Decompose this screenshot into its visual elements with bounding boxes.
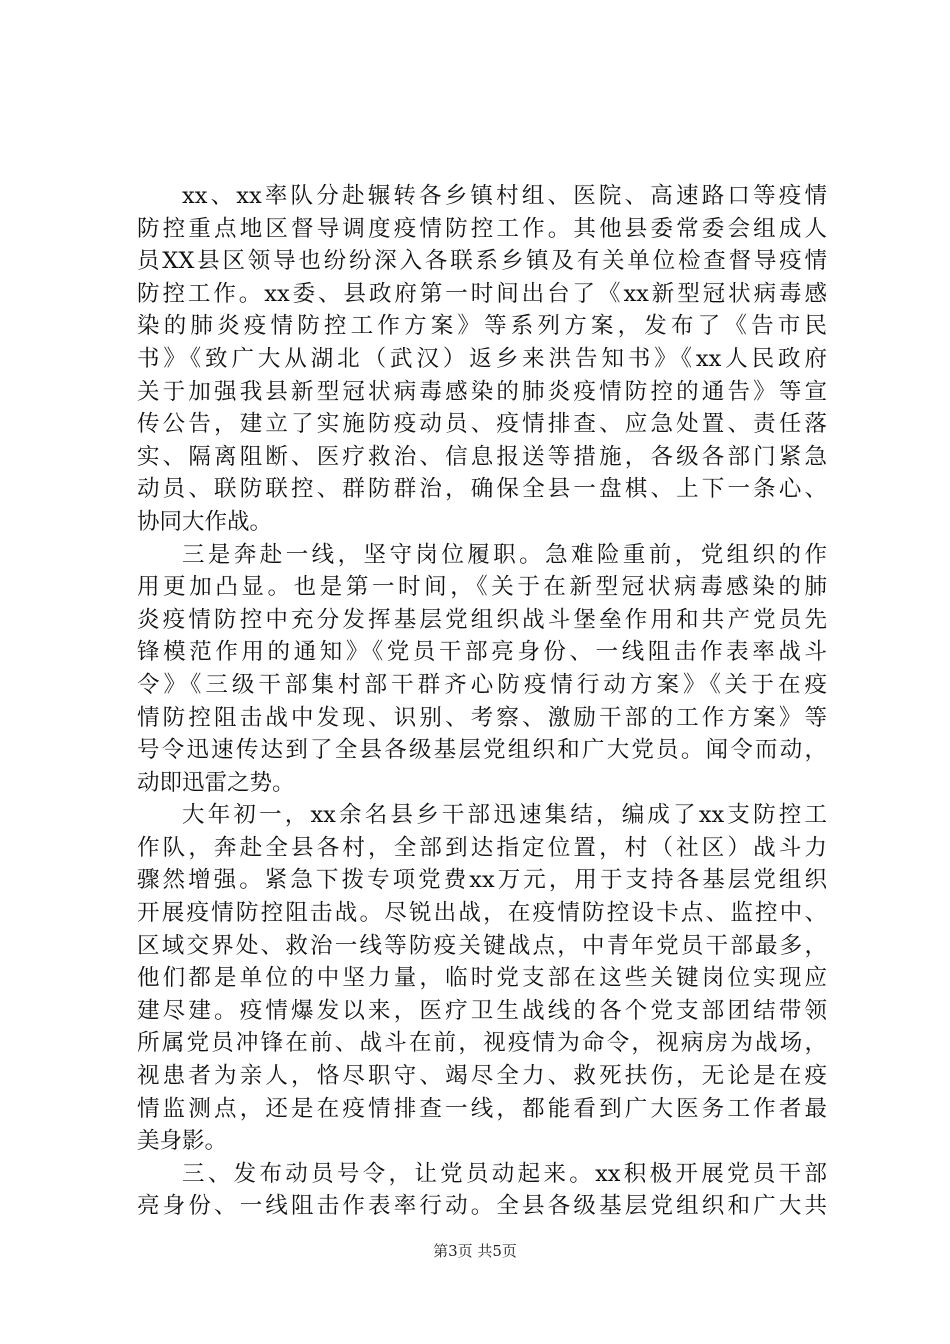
text-line: 开展疫情防控阻击战。尽锐出战，在疫情防控设卡点、监控中、 <box>137 900 827 927</box>
text-line: 区域交界处、救治一线等防疫关键战点，中青年党员干部最多， <box>137 932 827 959</box>
text-line: 大年初一，xx余名县乡干部迅速集结，编成了xx支防控工 <box>182 802 827 829</box>
text-line: 他们都是单位的中坚力量，临时党支部在这些关键岗位实现应 <box>137 965 827 992</box>
text-line: 情监测点，还是在疫情排查一线，都能看到广大医务工作者最 <box>137 1095 827 1122</box>
text-line: 书》《致广大从湖北（武汉）返乡来洪告知书》《xx人民政府 <box>137 345 827 372</box>
text-line: 防控重点地区督导调度疫情防控工作。其他县委常委会组成人 <box>137 215 827 242</box>
text-line: 亮身份、一线阻击作表率行动。全县各级基层党组织和广大共 <box>137 1193 827 1220</box>
text-line: 建尽建。疫情爆发以来，医疗卫生战线的各个党支部团结带领 <box>137 997 827 1024</box>
text-line: 动即迅雷之势。 <box>137 769 295 796</box>
text-line: 所属党员冲锋在前、战斗在前，视疫情为命令，视病房为战场， <box>137 1030 827 1057</box>
text-line: 情防控阻击战中发现、识别、考察、激励干部的工作方案》等 <box>137 704 827 731</box>
text-line: 员XX县区领导也纷纷深入各联系乡镇及有关单位检查督导疫情 <box>137 248 827 275</box>
text-line: 防控工作。xx委、县政府第一时间出台了《xx新型冠状病毒感 <box>137 280 827 307</box>
text-line: 染的肺炎疫情防控工作方案》等系列方案，发布了《告市民 <box>137 313 827 340</box>
text-line: xx、xx率队分赴辗转各乡镇村组、医院、高速路口等疫情 <box>182 183 827 209</box>
text-line: 关于加强我县新型冠状病毒感染的肺炎疫情防控的通告》等宣 <box>137 378 827 405</box>
text-line: 令》《三级干部集村部干群齐心防疫情行动方案》《关于在疫 <box>137 671 827 698</box>
text-line: 号令迅速传达到了全县各级基层党组织和广大党员。闻令而动， <box>137 737 827 764</box>
text-line: 实、隔离阻断、医疗救治、信息报送等措施，各级各部门紧急 <box>137 443 827 470</box>
text-line: 动员、联防联控、群防群治，确保全县一盘棋、上下一条心、 <box>137 476 827 503</box>
text-line: 炎疫情防控中充分发挥基层党组织战斗堡垒作用和共产党员先 <box>137 606 827 633</box>
text-line: 作队，奔赴全县各村，全部到达指定位置，村（社区）战斗力 <box>137 834 827 861</box>
text-line: 三、发布动员号令，让党员动起来。xx积极开展党员干部 <box>182 1160 827 1187</box>
text-line: 协同大作战。 <box>137 508 273 535</box>
text-line: 传公告，建立了实施防疫动员、疫情排查、应急处置、责任落 <box>137 411 827 438</box>
text-line: 三是奔赴一线，坚守岗位履职。急难险重前，党组织的作 <box>182 541 827 568</box>
page-number-footer: 第3页 共5页 <box>433 1242 517 1260</box>
text-line: 视患者为亲人，恪尽职守、竭尽全力、救死扶伤，无论是在疫 <box>137 1063 827 1090</box>
text-line: 美身影。 <box>137 1128 228 1155</box>
text-line: 骤然增强。紧急下拨专项党费xx万元，用于支持各基层党组织 <box>137 867 827 894</box>
document-body <box>137 180 827 1223</box>
text-line: 锋模范作用的通知》《党员干部亮身份、一线阻击作表率战斗 <box>137 639 827 666</box>
text-line: 用更加凸显。也是第一时间，《关于在新型冠状病毒感染的肺 <box>137 574 827 601</box>
